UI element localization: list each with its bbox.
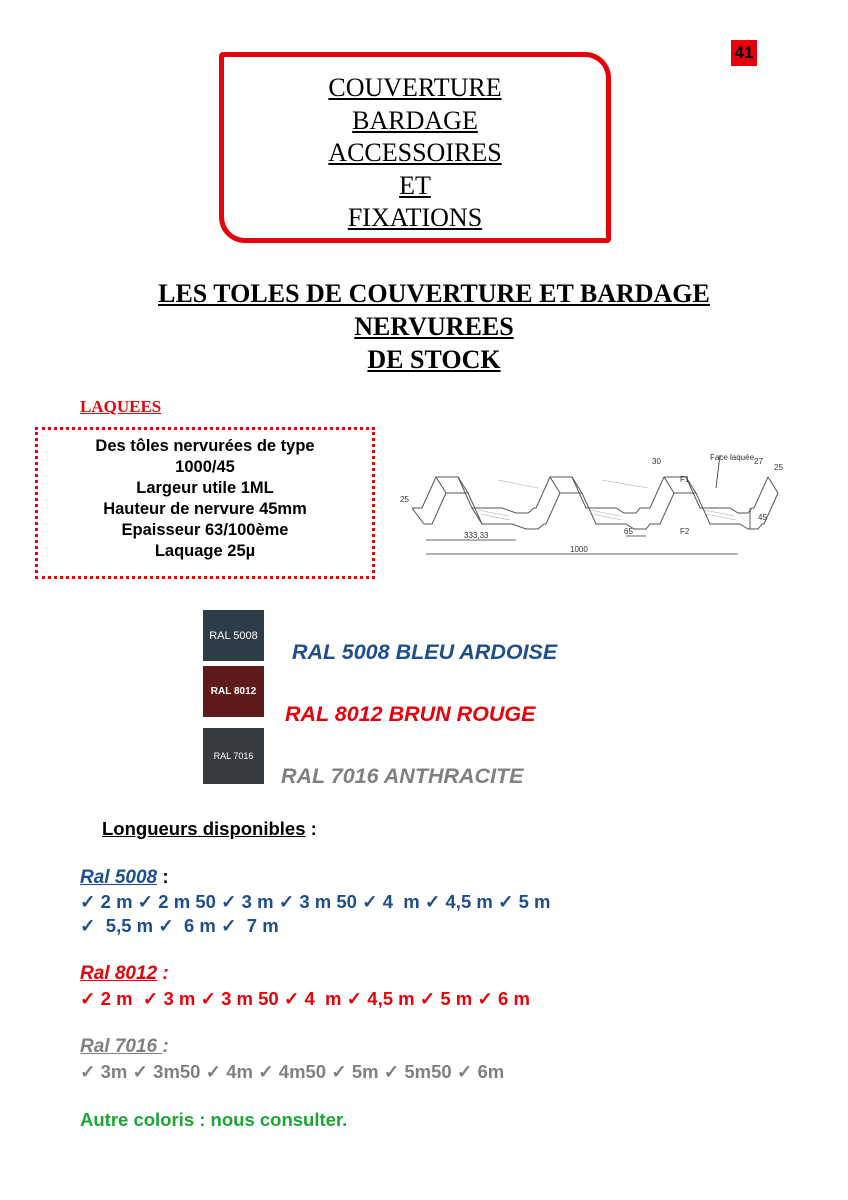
spec-list [35, 436, 375, 562]
swatch-ral-8012: RAL 8012 [203, 666, 264, 717]
lengths-heading-colon: : [162, 1036, 169, 1057]
title-line: ACCESSOIRES [328, 138, 502, 167]
lengths-line-ral-8012: ✓ 2 m ✓ 3 m ✓ 3 m 50 ✓ 4 m ✓ 4,5 m ✓ 5 m ✓ 6 m [80, 988, 530, 1009]
lengths-heading-colon: : [157, 963, 169, 984]
diagram-label: 25 [400, 495, 409, 504]
lengths-heading-text: Ral 8012 [80, 963, 158, 984]
spec-line: Des tôles nervurées de type [95, 437, 315, 455]
title-line: BARDAGE [352, 105, 478, 135]
swatch-label-ral-5008: RAL 5008 BLEU ARDOISE [292, 640, 558, 664]
lengths-heading-ral-7016 [80, 1036, 169, 1058]
section-title [219, 72, 611, 235]
diagram-label: 45 [758, 513, 767, 522]
diagram-label: 1000 [570, 545, 588, 554]
lengths-title [102, 818, 317, 840]
spec-line: 1000/45 [175, 458, 235, 476]
swatch-label-ral-8012: RAL 8012 BRUN ROUGE [285, 702, 536, 726]
heading-line: LES TOLES DE COUVERTURE ET BARDAGE [158, 279, 710, 308]
other-colors-note: Autre coloris : nous consulter. [80, 1109, 348, 1130]
lengths-title-colon: : [305, 818, 317, 839]
swatch-ral-5008: RAL 5008 [203, 610, 264, 661]
lengths-line-ral-7016: ✓ 3m ✓ 3m50 ✓ 4m ✓ 4m50 ✓ 5m ✓ 5m50 ✓ 6m [80, 1061, 505, 1082]
spec-line: Largeur utile 1ML [136, 479, 274, 497]
swatch-label-ral-7016: RAL 7016 ANTHRACITE [281, 764, 524, 788]
title-line: COUVERTURE [328, 73, 502, 102]
heading-line: NERVUREES [354, 312, 514, 341]
page-heading [0, 277, 848, 376]
profile-diagram [398, 450, 798, 565]
lengths-heading-ral-8012 [80, 963, 169, 985]
section-label: LAQUEES [80, 397, 162, 416]
spec-line: Epaisseur 63/100ème [121, 521, 289, 539]
page-number: 41 [731, 40, 757, 66]
heading-line: DE STOCK [367, 345, 501, 374]
title-line: ET [399, 170, 431, 200]
swatch-ral-7016: RAL 7016 [203, 728, 264, 784]
lengths-heading-ral-5008 [80, 867, 169, 889]
diagram-label: F1 [680, 475, 690, 484]
lengths-title-text: Longueurs disponibles [102, 818, 306, 839]
diagram-label: F2 [680, 527, 690, 536]
spec-line: Hauteur de nervure 45mm [103, 500, 307, 518]
title-line: FIXATIONS [347, 203, 483, 232]
diagram-label: 27 [754, 457, 763, 466]
diagram-label: 65 [624, 527, 633, 536]
lengths-heading-colon: : [157, 867, 169, 888]
diagram-label: 25 [774, 463, 783, 472]
lengths-heading-text: Ral 5008 [80, 867, 158, 888]
lengths-line-ral-5008: ✓ 2 m ✓ 2 m 50 ✓ 3 m ✓ 3 m 50 ✓ 4 m ✓ 4,5 m ✓ 5 m [80, 891, 551, 912]
lengths-heading-text: Ral 7016 [80, 1036, 163, 1057]
diagram-label: Face laquée [710, 453, 755, 462]
diagram-label: 30 [652, 457, 661, 466]
diagram-label: 333,33 [464, 531, 489, 540]
lengths-line-ral-5008: ✓ 5,5 m ✓ 6 m ✓ 7 m [80, 915, 279, 936]
spec-line: Laquage 25µ [154, 542, 256, 560]
